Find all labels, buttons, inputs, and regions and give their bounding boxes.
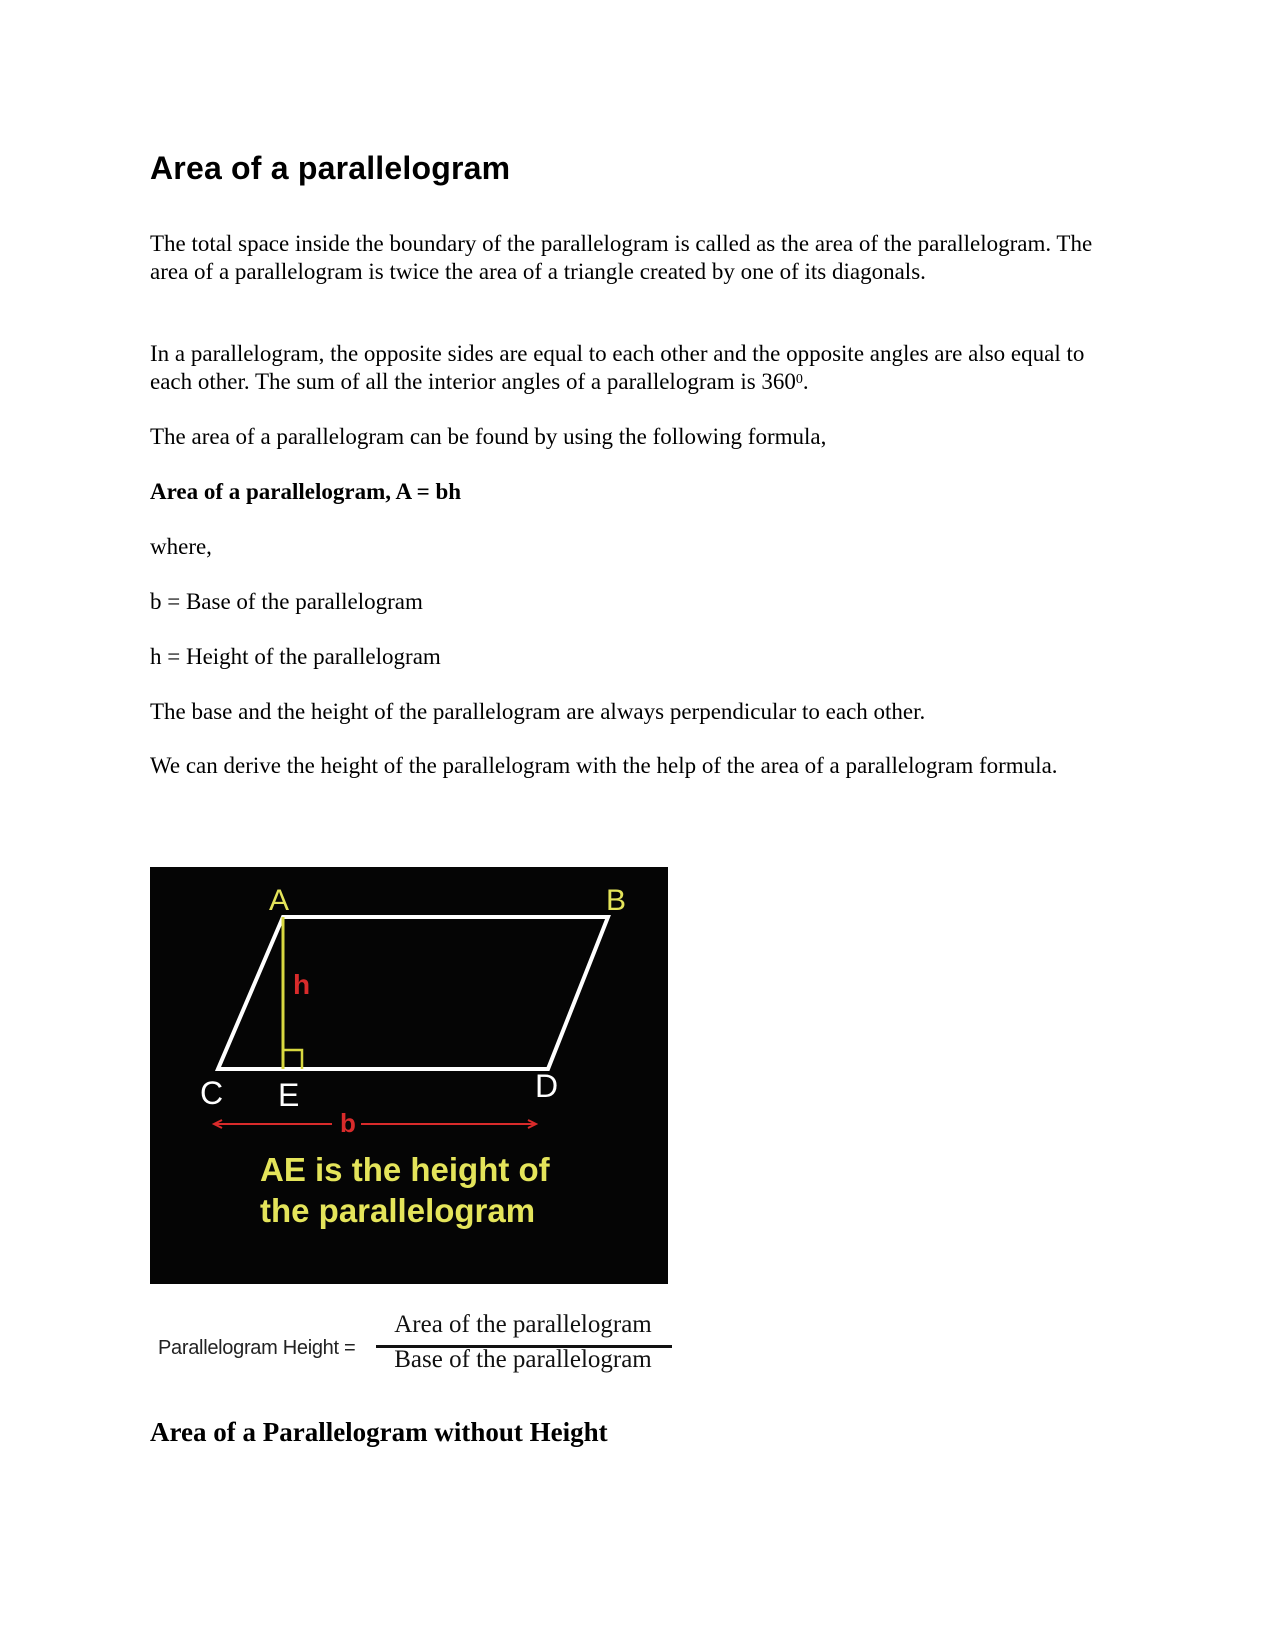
vertex-label-b: B — [606, 884, 627, 917]
caption-line-2: the parallelogram — [260, 1192, 536, 1229]
height-formula-left: Parallelogram Height = — [158, 1337, 356, 1359]
right-angle-marker — [283, 1050, 302, 1069]
derive-paragraph: We can derive the height of the parallelogram with the help of the area of a parallelogram formula. — [150, 753, 1058, 778]
section-subheading: Area of a Parallelogram without Height — [150, 1417, 608, 1447]
vertex-label-e: E — [278, 1077, 300, 1113]
base-label: b — [340, 1108, 356, 1138]
base-definition: b = Base of the parallelogram — [150, 589, 423, 614]
parallelogram-outline — [218, 917, 608, 1069]
caption-line-1: AE is the height of — [260, 1151, 550, 1188]
properties-text: In a parallelogram, the opposite sides are equal to each other and the opposite angles are also equal to each other. The sum of all the interior angles of a parallelogram is 360 — [150, 341, 1085, 394]
page-title: Area of a parallelogram — [150, 150, 511, 186]
degree-superscript: 0 — [795, 372, 803, 387]
area-formula: Area of a parallelogram, A = bh — [150, 479, 462, 504]
properties-paragraph — [150, 340, 1110, 396]
parallelogram-figure — [150, 867, 668, 1284]
height-formula — [150, 1309, 675, 1381]
height-label: h — [293, 969, 311, 1000]
height-formula-numerator: Area of the parallelogram — [394, 1311, 652, 1338]
where-text: where, — [150, 534, 212, 559]
height-formula-denominator: Base of the parallelogram — [394, 1346, 652, 1373]
perpendicular-paragraph: The base and the height of the parallelogram are always perpendicular to each other. — [150, 699, 926, 724]
height-definition: h = Height of the parallelogram — [150, 644, 441, 669]
vertex-label-c: C — [200, 1075, 224, 1111]
intro-paragraph: The total space inside the boundary of the parallelogram is called as the area of the parallelogram. The area of a parallelogram is twice the area of a triangle created by one of its diagonals. — [150, 231, 1093, 284]
properties-end: . — [802, 369, 809, 394]
vertex-label-d: D — [535, 1068, 559, 1104]
parallelogram-diagram — [150, 867, 668, 1284]
formula-intro-paragraph: The area of a parallelogram can be found by using the following formula, — [150, 424, 827, 449]
vertex-label-a: A — [269, 884, 290, 917]
